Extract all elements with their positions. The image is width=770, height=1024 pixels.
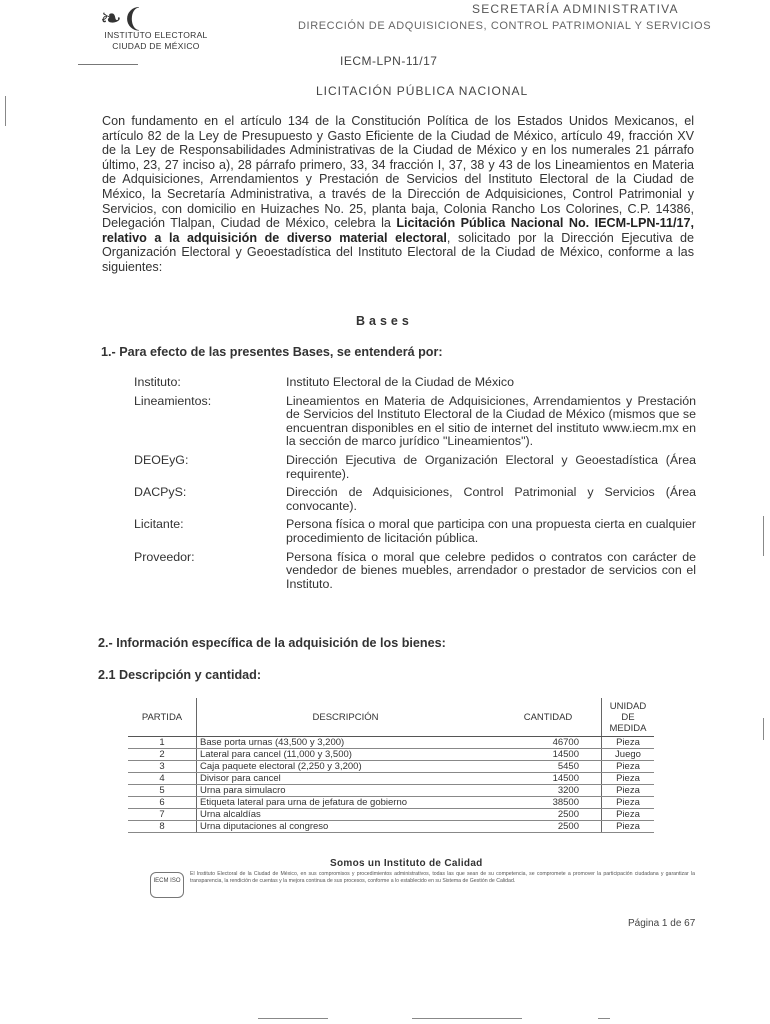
definition-text: Persona física o moral que celebre pedidos o contratos con carácter de vendedor de bienes muebles, arrendador o prestador de servicios con el Instituto. [286, 549, 696, 591]
definition-term: Lineamientos: [134, 393, 212, 408]
cell-descripcion: Caja paquete electoral (2,250 y 3,200) [197, 761, 495, 773]
cell-cantidad: 2500 [494, 809, 602, 821]
col-header-unidad: UNIDAD DE MEDIDA [602, 698, 655, 737]
scan-mark [763, 718, 764, 740]
quality-text: El Instituto Electoral de la Ciudad de México, en sus compromisos y procedimientos administrativos, todas las que sean de su competencia, se compromete a promover la participación ciudadana y garantizar la transparencia, la rendición de cuentas y la mejora continua de sus procesos, conforme a lo establecido en su Sistema de Gestión de Calidad. [190, 871, 695, 884]
cell-descripcion: Urna diputaciones al congreso [197, 821, 495, 833]
cell-unidad: Pieza [602, 737, 655, 749]
definition-term: Proveedor: [134, 549, 195, 564]
definition-row [134, 376, 696, 390]
definition-text: Instituto Electoral de la Ciudad de México [286, 375, 514, 389]
intro-part1: Con fundamento en el artículo 134 de la Constitución Política de los Estados Unidos Mexicanos, el artículo 82 de la Ley de Presupuesto y Gasto Eficiente de la Ciudad de México, artículo 49, fracción XV de la Ley de Responsabilidades Administrativas de la Ciudad de México y en los numerales 21 párrafo último, 23, 27 inciso a), 28 párrafo primero, 33, 34 fracción I, 37, 38 y 43 de los Lineamientos en Materia de Adquisiciones, Arrendamientos y Prestación de Servicios del Instituto Electoral de la Ciudad de México, la Secretaría Administrativa, a través de la Dirección de Adquisiciones, Control Patrimonial y Servicios, con domicilio en Huizaches No. 25, planta baja, Colonia Rancho Los Colorines, C.P. 14386, Delegación Tlalpan, Ciudad de México, celebra la [102, 114, 694, 231]
definition-text: Persona física o moral que participa con una propuesta cierta en cualquier procedimiento de licitación pública. [286, 517, 696, 545]
definitions-list [134, 376, 696, 596]
cell-cantidad: 14500 [494, 773, 602, 785]
definition-term: Instituto: [134, 375, 181, 389]
cell-cantidad: 5450 [494, 761, 602, 773]
definition-term: DACPyS: [134, 485, 187, 500]
header-secretaria: SECRETARÍA ADMINISTRATIVA [472, 2, 679, 16]
cell-partida: 7 [128, 809, 197, 821]
cell-descripcion: Base porta urnas (43,500 y 3,200) [197, 737, 495, 749]
scan-mark [763, 516, 764, 556]
cell-unidad: Pieza [602, 797, 655, 809]
cell-partida: 4 [128, 773, 197, 785]
cell-unidad: Juego [602, 749, 655, 761]
cell-unidad: Pieza [602, 773, 655, 785]
table-row [128, 773, 654, 785]
logo-divider [78, 64, 138, 65]
logo-name [86, 30, 226, 52]
cell-partida: 1 [128, 737, 197, 749]
table-row [128, 737, 654, 749]
section2-heading: 2.- Información específica de la adquisición de los bienes: [98, 636, 446, 650]
definition-row [134, 551, 696, 592]
cell-descripcion: Etiqueta lateral para urna de jefatura de gobierno [197, 797, 495, 809]
definition-text: Dirección Ejecutiva de Organización Electoral y Geoestadística (Área requirente). [286, 452, 696, 481]
table-row [128, 797, 654, 809]
quality-title: Somos un Instituto de Calidad [330, 858, 483, 869]
cell-descripcion: Urna para simulacro [197, 785, 495, 797]
table-row [128, 809, 654, 821]
cell-cantidad: 46700 [494, 737, 602, 749]
logo-name-line2: CIUDAD DE MÉXICO [112, 41, 200, 51]
items-table [128, 698, 654, 833]
institute-logo [78, 4, 228, 80]
cell-partida: 5 [128, 785, 197, 797]
cell-cantidad: 14500 [494, 749, 602, 761]
definition-row [134, 486, 696, 513]
cell-cantidad: 2500 [494, 821, 602, 833]
header-direccion: DIRECCIÓN DE ADQUISICIONES, CONTROL PATRIMONIAL Y SERVICIOS [298, 20, 712, 32]
cell-partida: 8 [128, 821, 197, 833]
table-row [128, 785, 654, 797]
definition-term: DEOEyG: [134, 452, 189, 467]
table-header-row [128, 698, 654, 737]
intro-part2: , solicitado por la Dirección Ejecutiva de Organización Electoral y Geoestadística del Instituto Electoral de la Ciudad de México, conforme a las siguientes: [102, 230, 694, 274]
cell-partida: 2 [128, 749, 197, 761]
table-row [128, 761, 654, 773]
col-header-partida: PARTIDA [128, 698, 197, 737]
definition-term: Licitante: [134, 517, 184, 532]
section21-heading: 2.1 Descripción y cantidad: [98, 668, 262, 682]
cell-unidad: Pieza [602, 821, 655, 833]
document-title: LICITACIÓN PÚBLICA NACIONAL [316, 84, 529, 98]
logo-name-line1: INSTITUTO ELECTORAL [104, 30, 208, 40]
cell-cantidad: 3200 [494, 785, 602, 797]
definition-text: Lineamientos en Materia de Adquisiciones, Arrendamientos y Prestación de Servicios del Instituto Electoral de la Ciudad de México (mismos que se encuentran disponibles en el sitio de internet del instituto www.iecm.mx en la sección de marco jurídico "Lineamientos"). [286, 393, 696, 449]
cell-partida: 3 [128, 761, 197, 773]
section1-heading: 1.- Para efecto de las presentes Bases, se entenderá por: [101, 345, 443, 359]
cell-descripcion: Urna alcaldías [197, 809, 495, 821]
cell-descripcion: Lateral para cancel (11,000 y 3,500) [197, 749, 495, 761]
definition-text: Dirección de Adquisiciones, Control Patrimonial y Servicios (Área convocante). [286, 485, 696, 513]
cell-unidad: Pieza [602, 785, 655, 797]
definition-row [134, 518, 696, 545]
scan-mark [258, 1018, 328, 1019]
col-header-cantidad: CANTIDAD [494, 698, 602, 737]
scan-mark [412, 1018, 522, 1019]
intro-paragraph [102, 114, 694, 275]
col-header-descripcion: DESCRIPCIÓN [197, 698, 495, 737]
scan-mark [598, 1018, 610, 1019]
intro-bold: Licitación Pública Nacional No. IECM-LPN-11/17, relativo a la adquisición de diverso material electoral [102, 216, 694, 245]
table-row [128, 749, 654, 761]
cell-cantidad: 38500 [494, 797, 602, 809]
scan-mark [5, 96, 6, 126]
logo-mark-icon: ❧ ❨ [100, 4, 140, 34]
document-code: IECM-LPN-11/17 [340, 54, 438, 68]
definition-row [134, 454, 696, 481]
table-row [128, 821, 654, 833]
cell-unidad: Pieza [602, 761, 655, 773]
cell-descripcion: Divisor para cancel [197, 773, 495, 785]
cell-unidad: Pieza [602, 809, 655, 821]
quality-seal-icon: IECM ISO [150, 872, 184, 898]
cell-partida: 6 [128, 797, 197, 809]
bases-heading: Bases [356, 314, 413, 328]
page-number: Página 1 de 67 [628, 918, 696, 929]
definition-row [134, 395, 696, 449]
